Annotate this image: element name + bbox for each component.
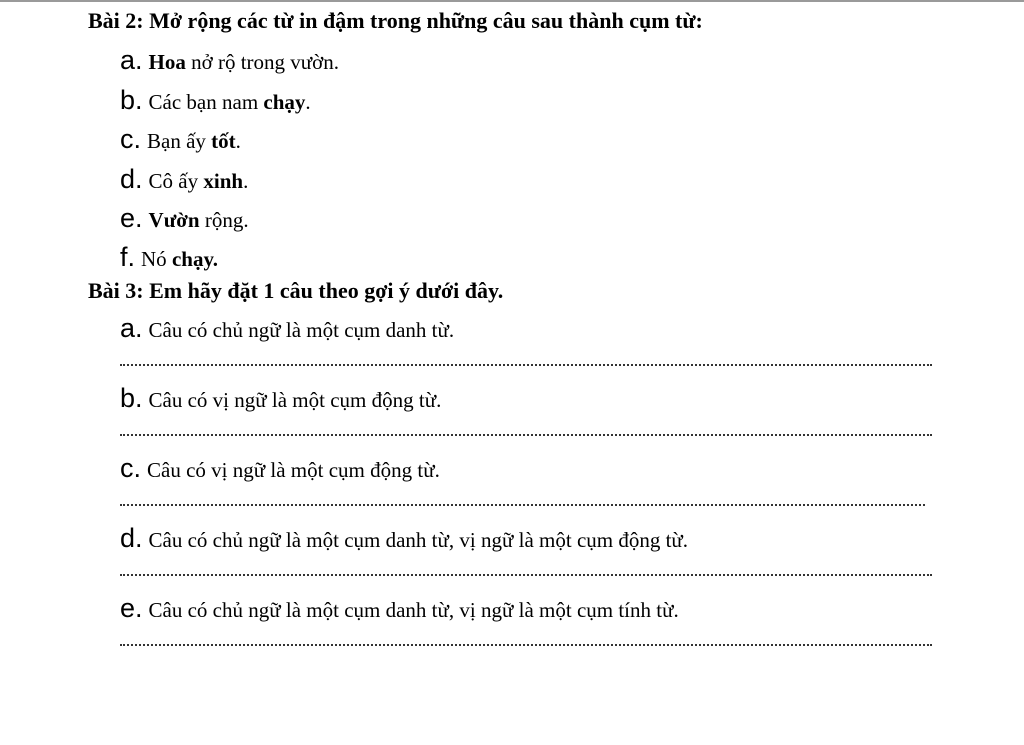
bold-word: chạy (263, 90, 306, 114)
answer-line-d[interactable] (120, 574, 932, 576)
item-text: Câu có vị ngữ là một cụm động từ. (148, 388, 442, 412)
item-letter: a. (120, 45, 143, 75)
answer-line-e[interactable] (120, 644, 932, 646)
item-text: . (305, 90, 311, 114)
exercise-3-item-b (120, 383, 441, 414)
answer-line-a[interactable] (120, 364, 932, 366)
top-divider (0, 0, 1024, 2)
exercise-2-item-c (120, 124, 241, 155)
item-letter: e. (120, 203, 143, 233)
item-letter: a. (120, 313, 143, 343)
bold-word: Hoa (148, 50, 186, 74)
exercise-3-item-c (120, 453, 440, 484)
item-text: rộng. (199, 208, 249, 232)
item-text: Bạn ấy (147, 129, 212, 153)
exercise-3-item-e (120, 593, 679, 624)
item-text: Câu có chủ ngữ là một cụm danh từ, vị ngữ là một cụm động từ. (148, 528, 689, 552)
exercise-3-item-a (120, 313, 454, 344)
exercise-2-item-b (120, 85, 311, 116)
bold-word: xinh (203, 169, 244, 193)
item-letter: d. (120, 523, 143, 553)
bold-word: Vườn (148, 208, 200, 232)
item-text: nở rộ trong vườn. (185, 50, 340, 74)
exercise-2-item-a (120, 45, 339, 76)
exercise-3-item-d (120, 523, 688, 554)
item-text: Cô ấy (148, 169, 204, 193)
bold-word: chạy. (171, 247, 219, 271)
item-letter: c. (120, 453, 142, 483)
item-text: Câu có chủ ngữ là một cụm danh từ. (148, 318, 455, 342)
item-letter: f. (120, 242, 136, 272)
item-text: Câu có chủ ngữ là một cụm danh từ, vị ngữ là một cụm tính từ. (148, 598, 679, 622)
item-text: Các bạn nam (148, 90, 264, 114)
answer-line-c[interactable] (120, 504, 925, 506)
item-text: . (243, 169, 249, 193)
bold-word: tốt (211, 129, 236, 153)
exercise-2-item-e (120, 203, 249, 234)
exercise-2-item-d (120, 164, 248, 195)
item-text: . (235, 129, 241, 153)
item-text: Câu có vị ngữ là một cụm động từ. (147, 458, 440, 482)
item-letter: c. (120, 124, 142, 154)
exercise-3-title: Bài 3: Em hãy đặt 1 câu theo gợi ý dưới đây. (88, 278, 504, 303)
item-letter: b. (120, 85, 143, 115)
item-letter: b. (120, 383, 143, 413)
exercise-2-title: Bài 2: Mở rộng các từ in đậm trong những câu sau thành cụm từ: (88, 8, 703, 33)
answer-line-b[interactable] (120, 434, 932, 436)
item-text: Nó (141, 247, 172, 271)
item-letter: e. (120, 593, 143, 623)
item-letter: d. (120, 164, 143, 194)
exercise-2-item-f (120, 242, 218, 273)
